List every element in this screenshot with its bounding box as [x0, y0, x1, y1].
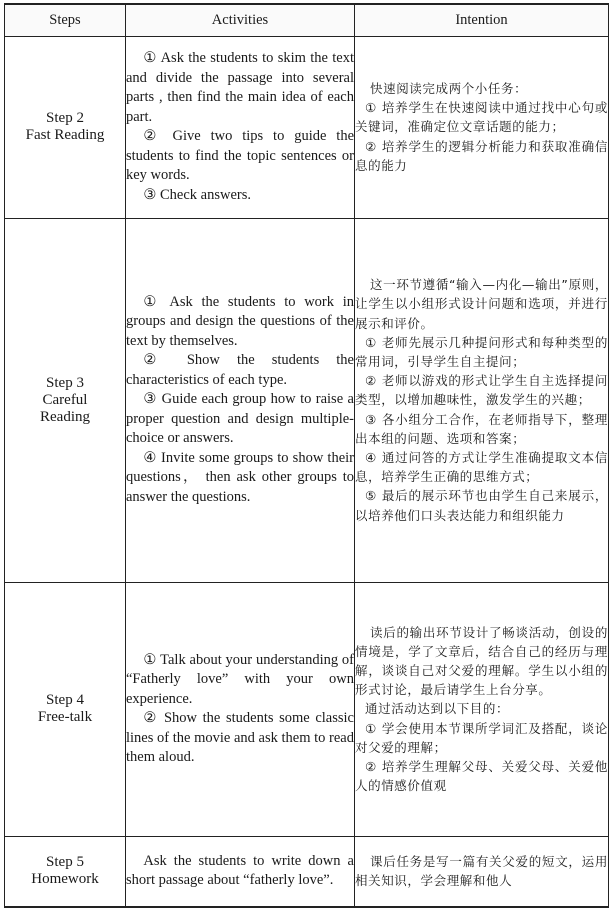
intention-item: 这一环节遵循“输入—内化—输出”原则，让学生以小组形式设计问题和选项，并进行展示和评价。	[355, 277, 608, 331]
intention-item: 通过活动达到以下目的：	[365, 701, 510, 717]
header-activities: Activities	[126, 4, 355, 36]
step-cell	[5, 36, 126, 218]
activities-cell	[126, 582, 355, 836]
step-title: Fast Reading	[25, 127, 105, 143]
step-cell	[5, 836, 126, 907]
intention-cell	[355, 218, 609, 582]
table-row	[5, 836, 609, 907]
intention-item: 读后的输出环节设计了畅谈活动，创设的情境是，学了文章后，结合自己的经历与理解，谈谈自己对父爱的理解。学生以小组的形式讨论，最后请学生上台分享。	[355, 624, 608, 698]
activity-item: ③ Guide each group how to raise a proper question and design multiple-choice or answers.	[126, 391, 354, 447]
intention-item: 课后任务是写一篇有关父爱的短文，运用相关知识，学会理解和他人	[355, 854, 608, 889]
step-number: Step 2	[46, 110, 84, 126]
activity-item: ① Ask the students to skim the text and divide the passage into several parts , then find the main idea of each part.	[126, 50, 354, 125]
intention-item: 快速阅读完成两个小任务：	[370, 80, 528, 96]
intention-item: ② 培养学生理解父母、关爱父母、关爱他人的情感价值观	[355, 759, 608, 794]
intention-item: ② 老师以游戏的形式让学生自主选择提问类型，以增加趣味性，激发学生的兴趣；	[355, 373, 608, 408]
table-row	[5, 218, 609, 582]
activities-cell	[126, 218, 355, 582]
activity-item: ② Give two tips to guide the students to find the topic sentences or key words.	[126, 128, 354, 183]
intention-cell	[355, 836, 609, 907]
step-cell	[5, 218, 126, 582]
step-number: Step 5	[46, 854, 84, 871]
step-title: Homework	[31, 871, 99, 888]
intention-item: ⑤ 最后的展示环节也由学生自己来展示，以培养他们口头表达能力和组织能力	[355, 488, 608, 523]
activities-cell	[126, 36, 355, 218]
intention-item: ④ 通过问答的方式让学生准确提取文本信息，培养学生正确的思维方式；	[355, 450, 608, 485]
step-cell	[5, 582, 126, 836]
activities-cell	[126, 836, 355, 907]
intention-item: ① 学会使用本节课所学词汇及搭配，谈论对父爱的理解；	[355, 720, 608, 755]
header-intention: Intention	[355, 4, 609, 36]
activity-item: ② Show the students the characteristics of each type.	[126, 352, 354, 388]
activity-item: ③ Check answers.	[143, 186, 252, 203]
intention-cell	[355, 582, 609, 836]
header-steps: Steps	[5, 4, 126, 36]
activity-item: Ask the students to write down a short passage about “fatherly love”.	[126, 852, 354, 889]
step-number: Step 3	[46, 374, 84, 391]
intention-item: ① 培养学生在快速阅读中通过找中心句或关键词，准确定位文章话题的能力；	[355, 100, 608, 135]
step-title: Free-talk	[37, 709, 93, 725]
table-row	[5, 36, 609, 218]
intention-item: ② 培养学生的逻辑分析能力和获取准确信息的能力	[355, 138, 608, 173]
intention-item: ① 老师先展示几种提问形式和每种类型的常用词，引导学生自主提问；	[355, 334, 608, 369]
step-number: Step 4	[46, 692, 84, 708]
table-row	[5, 582, 609, 836]
lesson-plan-table	[4, 3, 609, 908]
step-title: Careful	[42, 391, 88, 408]
intention-item: ③ 各小组分工合作，在老师指导下，整理出本组的问题、选项和答案；	[355, 411, 608, 446]
activity-item: ④ Invite some groups to show their questions， then ask other groups to answer the questions.	[126, 449, 354, 505]
intention-cell	[355, 36, 609, 218]
activity-item: ① Talk about your understanding of “Fatherly love” with your own experience.	[126, 651, 354, 707]
activity-item: ② Show the students some classic lines of the movie and ask them to read them aloud.	[126, 710, 354, 765]
step-title: Reading	[40, 408, 90, 425]
activity-item: ① Ask the students to work in groups and design the questions of the text by themselves.	[126, 293, 354, 349]
header-row	[5, 4, 609, 36]
